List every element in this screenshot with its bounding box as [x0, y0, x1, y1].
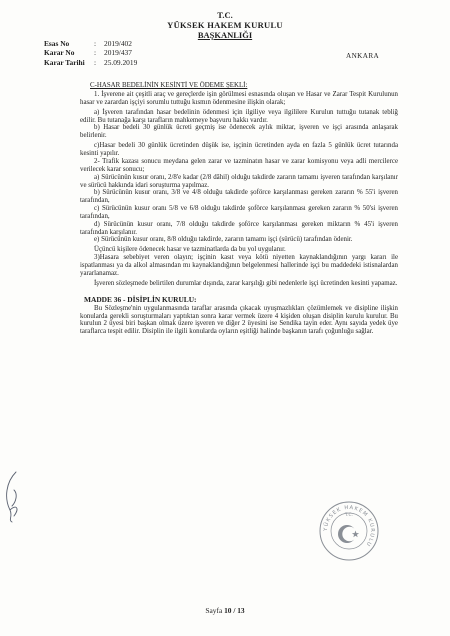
paragraph: İşveren sözleşmede belirtilen durumlar dışında, zarar karşılığı gibi nedenlerle işçi ücretinden kesinti yapamaz. — [94, 280, 398, 287]
article-36-text: Bu Sözleşme'nin uygulanmasında taraflar arasında çıkacak uyuşmazlıkları çözümlemek ve disipline ilişkin konularda gerekli soruşturmaları yaptıktan sonra karar vermek üzere 4 kişiden oluşan disiplin kurulu kurulur. Bu kurulun 2 üyesi biri başkan olmak üzere işveren ve diğer 2 üyesini ise Sendika tayin eder. Aynı sayıda yedek üye taraflarca tespit edilir. Disiplin ile ilgili konularda oyların eşitliği halinde başkanın tarafı çoğunluğu sağlar. — [80, 304, 398, 336]
tarih-colon: : — [94, 57, 97, 67]
header-presidency: BAŞKANLIĞI — [197, 30, 253, 40]
karar-label: Karar No — [44, 48, 75, 58]
city-name: ANKARA — [346, 52, 380, 60]
paragraph: 2- Trafik kazası sonucu meydana gelen zarar ve tazminatın hasar ve zarar komisyonu veya adli mercilerce verilecek karar sonucu; — [80, 157, 398, 173]
paragraph: a) İşveren tarafından hasar bedelinin ödenmesi için ilgiliye veya ilgililere Kurulun tuttuğu tutanak tebliğ edilir. Bu tutanağa karşı tarafların mahkemeye başvuru hakkı vardır. — [80, 108, 398, 124]
page-footer — [0, 606, 450, 615]
esas-value: 2019/402 — [104, 39, 132, 48]
paragraph: a) Sürücünün kusur oranı, 2/8'e kadar (2/8 dâhil) olduğu takdirde zararın tamamı işveren tarafından karşılanır ve sürücü hakkında idari soruşturma yapılmaz. — [80, 173, 398, 189]
paragraph: 3)Hasara sebebiyet veren olayın; işçinin kasıt veya kötü niyetten kaynaklandığının yargı kararı ile ispatlanması ya da alkol almasından mı kaynaklandığının belgelenmesi hallerinde işçi bu maddedeki istisnalardan yararlanamaz. — [80, 254, 398, 277]
section-title: C-HASAR BEDELİNİN KESİNTİ VE ÖDEME ŞEKLİ: — [90, 82, 248, 89]
official-seal — [318, 500, 380, 562]
article-36-title: MADDE 36 - DİSİPLİN KURULU: — [84, 294, 197, 304]
paragraph: Üçüncü kişilere ödenecek hasar ve tazminatlarda da bu yol uygulanır. — [94, 246, 286, 254]
esas-label: Esas No — [44, 39, 70, 48]
paragraph: c) Sürücünün kusur oranı 5/8 ve 6/8 olduğu takdirde şoförce karşılanması gereken zararın % 50'si işveren tarafından, — [80, 205, 398, 220]
seal-ring-text: YÜKSEK HAKEM KURULU — [322, 504, 376, 548]
handwritten-signature — [2, 468, 28, 524]
paragraph: d) Sürücünün kusur oranı, 7/8 olduğu takdirde şoförce karşılanması gereken miktarın % 45'i işveren tarafından karşılanır. — [80, 220, 398, 236]
page-number: 10 / 13 — [224, 606, 245, 615]
karar-row — [44, 48, 137, 57]
paragraph: b) Hasar bedeli 30 günlük ücreti geçmiş ise ödenecek aylık miktar, işveren ve işçi arasında anlaşarak belirlenir. — [80, 124, 398, 140]
paragraph: c)Hasar bedeli 30 günlük ücretinden düşük ise, işçinin ücretinden ayda en fazla 5 günlük ücret tutarında kesinti yapılır. — [80, 142, 398, 158]
paragraph: 1. İşverene ait çeşitli araç ve gereçlerde işin görülmesi esnasında oluşan ve Hasar ve Zarar Tespit Kurulunun hasar ve zarardan işçiyi sorumlu tuttuğu kısmın ödenmesine ilişkin olarak; — [80, 90, 398, 106]
footer-prefix: Sayfa — [205, 606, 223, 615]
document-body — [80, 82, 398, 336]
seal-top-text: T.C. — [344, 513, 354, 518]
esas-row — [44, 39, 137, 48]
tarih-value: 25.09.2019 — [104, 57, 138, 67]
karar-value: 2019/437 — [104, 48, 132, 58]
esas-colon: : — [94, 39, 97, 48]
crescent-star-icon — [338, 525, 359, 543]
paragraph: b) Sürücünün kusur oranı, 3/8 ve 4/8 olduğu takdirde şoförce karşılanması gereken zararın % 55'i işveren tarafından, — [80, 189, 398, 205]
paragraph: e) Sürücünün kusur oranı, 8/8 olduğu takdirde, zararın tamamı işçi (sürücü) tarafından ödenir. — [94, 236, 353, 244]
case-metadata — [44, 39, 137, 67]
header-tc: T.C. — [217, 10, 233, 20]
tarih-row — [44, 58, 137, 67]
header-institution: YÜKSEK HAKEM KURULU — [167, 20, 283, 30]
karar-colon: : — [94, 48, 97, 58]
tarih-label: Karar Tarihi — [44, 57, 85, 67]
